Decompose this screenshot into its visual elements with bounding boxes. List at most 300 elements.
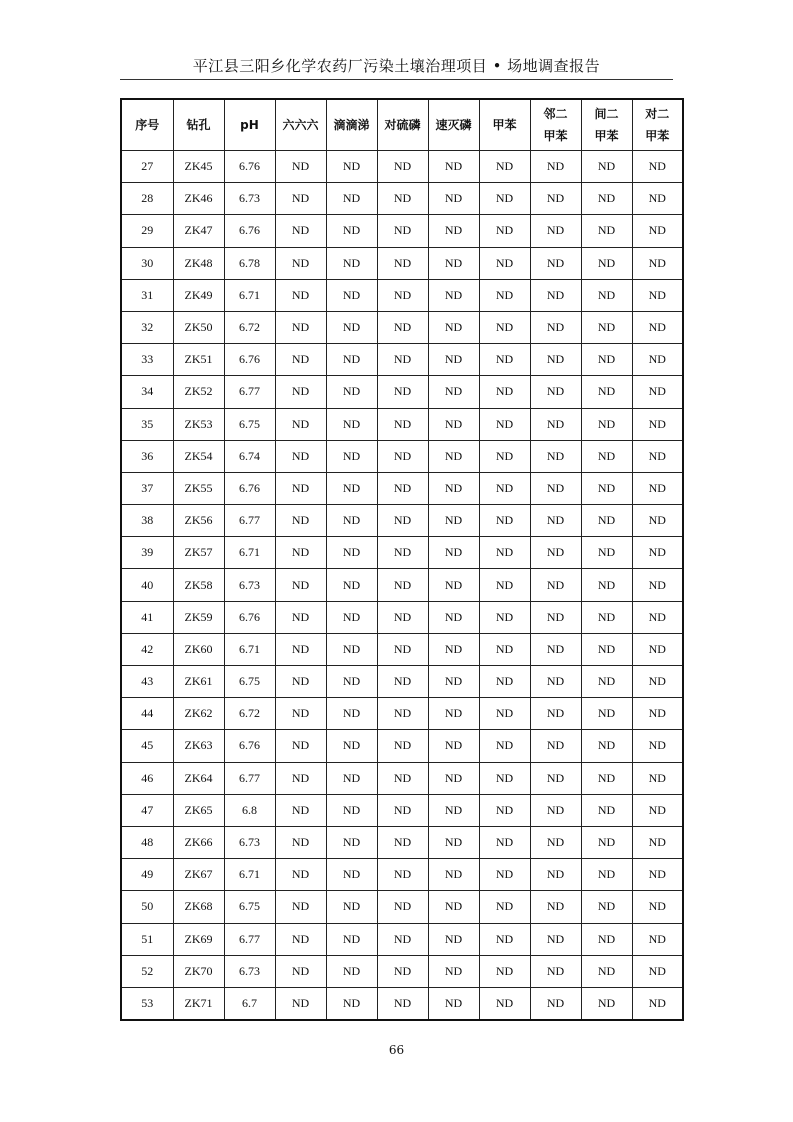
table-cell: ND	[326, 569, 377, 601]
table-cell: ND	[632, 569, 683, 601]
table-cell: ND	[326, 311, 377, 343]
table-cell: ND	[275, 247, 326, 279]
table-cell: ND	[479, 666, 530, 698]
table-cell: ND	[428, 794, 479, 826]
table-cell: ND	[275, 151, 326, 183]
table-cell: 6.76	[224, 215, 275, 247]
table-cell: ND	[530, 408, 581, 440]
table-cell: 37	[121, 472, 173, 504]
table-cell: ND	[428, 279, 479, 311]
column-header-line2: 甲苯	[645, 129, 670, 143]
table-row	[121, 730, 683, 762]
table-cell: ND	[479, 955, 530, 987]
table-cell: ND	[326, 440, 377, 472]
table-cell: ND	[632, 730, 683, 762]
table-row	[121, 955, 683, 987]
table-cell: ZK71	[173, 987, 224, 1020]
table-cell: ND	[581, 891, 632, 923]
table-cell: ND	[581, 987, 632, 1020]
table-cell: ND	[428, 505, 479, 537]
table-row	[121, 215, 683, 247]
table-cell: ND	[275, 440, 326, 472]
table-cell: ND	[275, 987, 326, 1020]
column-header-line1: 邻二	[543, 107, 568, 121]
table-cell: ND	[581, 633, 632, 665]
table-row	[121, 183, 683, 215]
header-divider	[120, 79, 673, 80]
table-cell: ND	[479, 859, 530, 891]
table-cell: ND	[581, 376, 632, 408]
table-cell: ND	[530, 601, 581, 633]
column-header	[530, 99, 581, 151]
table-row	[121, 698, 683, 730]
table-cell: ND	[632, 215, 683, 247]
table-cell: ND	[275, 698, 326, 730]
table-cell: ND	[377, 215, 428, 247]
table-cell: ND	[377, 279, 428, 311]
table-cell: ND	[377, 633, 428, 665]
table-cell: ND	[326, 151, 377, 183]
column-header	[581, 99, 632, 151]
table-cell: ND	[632, 826, 683, 858]
table-cell: ND	[479, 440, 530, 472]
table-cell: 28	[121, 183, 173, 215]
table-cell: ZK47	[173, 215, 224, 247]
table-cell: ND	[377, 537, 428, 569]
table-cell: ND	[326, 601, 377, 633]
table-cell: ND	[530, 891, 581, 923]
table-cell: ND	[530, 183, 581, 215]
table-cell: ND	[479, 569, 530, 601]
table-cell: ND	[632, 762, 683, 794]
table-cell: ND	[326, 183, 377, 215]
table-cell: ND	[632, 633, 683, 665]
table-cell: ND	[632, 698, 683, 730]
table-row	[121, 151, 683, 183]
table-cell: ZK58	[173, 569, 224, 601]
table-cell: 6.7	[224, 987, 275, 1020]
table-cell: ND	[428, 569, 479, 601]
table-cell: ND	[479, 151, 530, 183]
table-cell: ZK55	[173, 472, 224, 504]
table-cell: ND	[479, 408, 530, 440]
table-cell: ND	[428, 376, 479, 408]
table-cell: ND	[377, 923, 428, 955]
table-cell: ZK65	[173, 794, 224, 826]
column-header-line1: 对硫磷	[384, 118, 421, 132]
table-cell: 6.76	[224, 151, 275, 183]
table-cell: ND	[479, 891, 530, 923]
table-cell: 6.73	[224, 826, 275, 858]
table-cell: ND	[428, 440, 479, 472]
table-cell: 27	[121, 151, 173, 183]
table-cell: 35	[121, 408, 173, 440]
table-cell: ND	[530, 633, 581, 665]
table-cell: ND	[377, 151, 428, 183]
table-cell: ND	[275, 826, 326, 858]
table-cell: ND	[581, 698, 632, 730]
table-cell: ND	[581, 794, 632, 826]
column-header-line1: 钻孔	[186, 118, 211, 132]
table-cell: ND	[632, 344, 683, 376]
table-cell: 53	[121, 987, 173, 1020]
table-cell: 6.8	[224, 794, 275, 826]
column-header	[326, 99, 377, 151]
table-cell: ZK66	[173, 826, 224, 858]
table-cell: ND	[428, 987, 479, 1020]
table-cell: ND	[275, 279, 326, 311]
table-cell: 6.76	[224, 601, 275, 633]
table-cell: ND	[428, 633, 479, 665]
table-cell: ND	[479, 537, 530, 569]
table-cell: ND	[632, 794, 683, 826]
table-row	[121, 794, 683, 826]
table-cell: ND	[326, 698, 377, 730]
table-cell: ND	[275, 183, 326, 215]
table-cell: ND	[581, 151, 632, 183]
column-header-line1: 甲苯	[492, 118, 517, 132]
table-cell: ND	[479, 376, 530, 408]
table-cell: 36	[121, 440, 173, 472]
table-cell: ND	[326, 826, 377, 858]
table-cell: 6.77	[224, 762, 275, 794]
table-cell: ND	[530, 537, 581, 569]
table-cell: ND	[377, 730, 428, 762]
table-cell: 51	[121, 923, 173, 955]
table-cell: ND	[530, 569, 581, 601]
table-cell: ND	[530, 215, 581, 247]
table-cell: ND	[581, 311, 632, 343]
column-header-line1: 对二	[645, 107, 670, 121]
table-cell: 6.78	[224, 247, 275, 279]
table-cell: 40	[121, 569, 173, 601]
table-cell: ND	[326, 891, 377, 923]
table-cell: ND	[530, 376, 581, 408]
table-cell: ND	[326, 279, 377, 311]
table-cell: 30	[121, 247, 173, 279]
table-cell: ND	[377, 698, 428, 730]
table-cell: ND	[275, 891, 326, 923]
table-cell: ND	[275, 537, 326, 569]
table-cell: ND	[632, 279, 683, 311]
table-cell: ND	[428, 762, 479, 794]
table-cell: ND	[632, 311, 683, 343]
table-cell: ND	[581, 279, 632, 311]
table-cell: ND	[632, 247, 683, 279]
table-cell: ZK46	[173, 183, 224, 215]
table-cell: ND	[479, 247, 530, 279]
table-cell: ND	[275, 923, 326, 955]
table-cell: 6.73	[224, 183, 275, 215]
table-cell: 46	[121, 762, 173, 794]
table-cell: 6.74	[224, 440, 275, 472]
table-cell: ZK53	[173, 408, 224, 440]
table-cell: ND	[428, 601, 479, 633]
table-cell: ND	[275, 762, 326, 794]
table-cell: ND	[275, 472, 326, 504]
table-cell: ND	[581, 472, 632, 504]
table-cell: ND	[428, 826, 479, 858]
table-cell: ND	[632, 987, 683, 1020]
table-cell: 6.73	[224, 955, 275, 987]
table-row	[121, 472, 683, 504]
table-cell: 6.76	[224, 344, 275, 376]
column-header-line1: 序号	[135, 118, 160, 132]
table-cell: ND	[377, 344, 428, 376]
table-cell: ND	[479, 505, 530, 537]
table-cell: ZK69	[173, 923, 224, 955]
table-cell: ND	[530, 987, 581, 1020]
table-cell: ND	[377, 472, 428, 504]
table-cell: ND	[428, 183, 479, 215]
table-cell: 38	[121, 505, 173, 537]
table-cell: ND	[632, 151, 683, 183]
table-row	[121, 859, 683, 891]
column-header	[479, 99, 530, 151]
table-cell: ND	[377, 408, 428, 440]
table-cell: 42	[121, 633, 173, 665]
table-cell: ND	[275, 569, 326, 601]
table-cell: ND	[377, 247, 428, 279]
table-cell: ND	[479, 601, 530, 633]
table-cell: ND	[326, 537, 377, 569]
table-cell: ND	[479, 311, 530, 343]
table-cell: ND	[632, 183, 683, 215]
table-cell: ND	[530, 247, 581, 279]
table-cell: ND	[377, 601, 428, 633]
table-header-row	[121, 99, 683, 151]
table-cell: 41	[121, 601, 173, 633]
table-cell: ND	[326, 923, 377, 955]
table-cell: ND	[530, 279, 581, 311]
table-cell: 6.77	[224, 376, 275, 408]
table-cell: ND	[632, 666, 683, 698]
table-cell: ZK70	[173, 955, 224, 987]
table-cell: 39	[121, 537, 173, 569]
table-cell: ZK62	[173, 698, 224, 730]
table-cell: ND	[530, 472, 581, 504]
column-header-line1: 速灭磷	[435, 118, 472, 132]
table-cell: 6.76	[224, 730, 275, 762]
table-row	[121, 569, 683, 601]
table-cell: ND	[326, 472, 377, 504]
table-cell: 6.71	[224, 859, 275, 891]
table-cell: ND	[581, 569, 632, 601]
table-cell: ZK60	[173, 633, 224, 665]
table-cell: ND	[326, 408, 377, 440]
table-cell: 31	[121, 279, 173, 311]
table-cell: 6.72	[224, 698, 275, 730]
table-cell: 50	[121, 891, 173, 923]
table-cell: ND	[377, 569, 428, 601]
table-cell: 44	[121, 698, 173, 730]
table-cell: ND	[428, 247, 479, 279]
table-cell: ND	[530, 730, 581, 762]
table-row	[121, 311, 683, 343]
table-cell: ND	[377, 311, 428, 343]
table-cell: ZK64	[173, 762, 224, 794]
table-cell: ND	[275, 376, 326, 408]
table-cell: ND	[275, 311, 326, 343]
page-header-title: 平江县三阳乡化学农药厂污染土壤治理项目 • 场地调查报告	[192, 57, 601, 75]
table-cell: ND	[275, 215, 326, 247]
table-cell: ND	[428, 472, 479, 504]
column-header	[173, 99, 224, 151]
table-cell: ZK57	[173, 537, 224, 569]
table-row	[121, 247, 683, 279]
table-cell: ND	[428, 537, 479, 569]
table-row	[121, 987, 683, 1020]
table-row	[121, 408, 683, 440]
table-cell: ND	[530, 505, 581, 537]
table-cell: ND	[581, 440, 632, 472]
table-cell: ZK52	[173, 376, 224, 408]
column-header-line1: 六六六	[282, 118, 319, 132]
table-cell: ZK63	[173, 730, 224, 762]
table-cell: ZK45	[173, 151, 224, 183]
table-cell: ND	[530, 826, 581, 858]
table-cell: 6.71	[224, 279, 275, 311]
table-cell: ND	[530, 344, 581, 376]
table-cell: ND	[479, 826, 530, 858]
table-cell: 6.72	[224, 311, 275, 343]
table-cell: ND	[479, 472, 530, 504]
table-row	[121, 537, 683, 569]
table-cell: ND	[275, 601, 326, 633]
table-cell: ND	[428, 955, 479, 987]
table-cell: ND	[326, 344, 377, 376]
column-header	[428, 99, 479, 151]
table-cell: ND	[377, 891, 428, 923]
table-cell: ND	[479, 183, 530, 215]
table-cell: ZK51	[173, 344, 224, 376]
table-cell: ZK54	[173, 440, 224, 472]
table-cell: ND	[275, 859, 326, 891]
table-cell: ND	[275, 955, 326, 987]
table-cell: 6.75	[224, 891, 275, 923]
table-cell: ND	[632, 923, 683, 955]
table-cell: ND	[377, 859, 428, 891]
table-cell: ND	[428, 698, 479, 730]
table-cell: ND	[530, 698, 581, 730]
table-cell: ND	[581, 601, 632, 633]
column-header-line1: pH	[240, 118, 259, 132]
table-cell: ND	[530, 440, 581, 472]
table-cell: ND	[428, 151, 479, 183]
table-row	[121, 923, 683, 955]
table-cell: 43	[121, 666, 173, 698]
table-cell: ND	[428, 923, 479, 955]
table-cell: ND	[581, 215, 632, 247]
table-cell: ND	[326, 215, 377, 247]
table-cell: ND	[581, 505, 632, 537]
column-header	[121, 99, 173, 151]
table-cell: ND	[326, 987, 377, 1020]
table-cell: ND	[581, 247, 632, 279]
table-cell: 6.71	[224, 537, 275, 569]
table-cell: ND	[581, 344, 632, 376]
table-cell: ND	[581, 666, 632, 698]
table-cell: ND	[581, 955, 632, 987]
table-cell: ND	[479, 215, 530, 247]
table-cell: ND	[326, 247, 377, 279]
table-cell: ND	[530, 859, 581, 891]
table-cell: ND	[275, 344, 326, 376]
table-cell: ND	[581, 923, 632, 955]
table-row	[121, 376, 683, 408]
table-cell: ND	[326, 633, 377, 665]
table-cell: ND	[428, 344, 479, 376]
column-header-line2: 甲苯	[543, 129, 568, 143]
table-cell: ND	[377, 794, 428, 826]
column-header-line1: 滴滴涕	[333, 118, 370, 132]
table-cell: ND	[428, 730, 479, 762]
table-cell: ND	[530, 151, 581, 183]
table-cell: ND	[326, 505, 377, 537]
table-row	[121, 666, 683, 698]
table-row	[121, 344, 683, 376]
table-cell: ND	[428, 408, 479, 440]
table-cell: ND	[479, 987, 530, 1020]
table-cell: ND	[530, 311, 581, 343]
table-cell: ND	[632, 472, 683, 504]
table-cell: ND	[632, 891, 683, 923]
table-row	[121, 505, 683, 537]
table-row	[121, 891, 683, 923]
table-cell: ND	[275, 505, 326, 537]
table-cell: ND	[377, 183, 428, 215]
table-cell: 6.75	[224, 666, 275, 698]
table-cell: ND	[479, 633, 530, 665]
table-cell: ND	[377, 440, 428, 472]
table-row	[121, 633, 683, 665]
table-cell: ZK67	[173, 859, 224, 891]
table-cell: ND	[632, 408, 683, 440]
table-cell: 6.77	[224, 923, 275, 955]
table-cell: 32	[121, 311, 173, 343]
table-cell: ND	[326, 955, 377, 987]
table-cell: ND	[632, 859, 683, 891]
column-header-line2: 甲苯	[594, 129, 619, 143]
column-header-line1: 间二	[594, 107, 619, 121]
table-cell: ND	[428, 859, 479, 891]
table-cell: ZK49	[173, 279, 224, 311]
table-cell: ND	[377, 376, 428, 408]
table-cell: ND	[581, 730, 632, 762]
table-cell: ND	[479, 730, 530, 762]
table-cell: 48	[121, 826, 173, 858]
column-header	[224, 99, 275, 151]
table-cell: ND	[377, 762, 428, 794]
table-row	[121, 279, 683, 311]
table-row	[121, 440, 683, 472]
table-row	[121, 762, 683, 794]
table-cell: ND	[428, 666, 479, 698]
table-cell: ND	[632, 376, 683, 408]
table-cell: 6.77	[224, 505, 275, 537]
table-cell: ND	[326, 666, 377, 698]
table-cell: ND	[377, 987, 428, 1020]
table-cell: ND	[479, 923, 530, 955]
table-cell: ND	[479, 762, 530, 794]
table-cell: ND	[377, 505, 428, 537]
soil-test-results-table	[120, 98, 684, 1021]
table-cell: ZK56	[173, 505, 224, 537]
table-row	[121, 826, 683, 858]
table-cell: 45	[121, 730, 173, 762]
table-cell: ZK50	[173, 311, 224, 343]
table-cell: ND	[581, 859, 632, 891]
